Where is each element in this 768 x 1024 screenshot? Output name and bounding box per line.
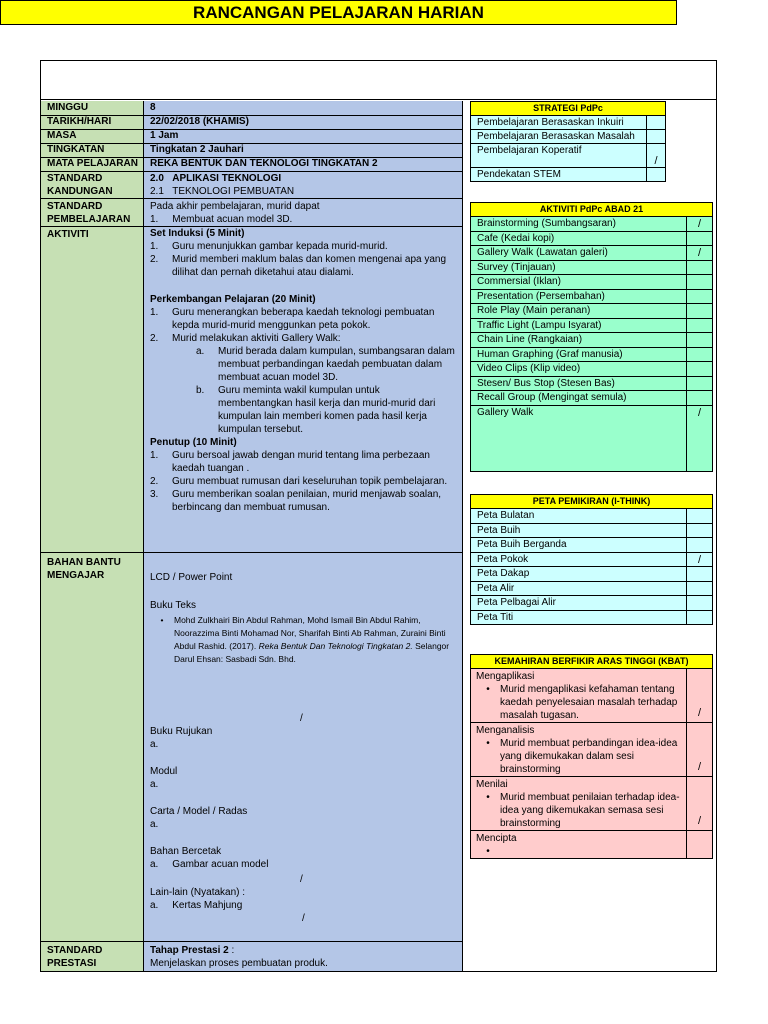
field-value: REKA BENTUK DAN TEKNOLOGI TINGKATAN 2: [150, 158, 378, 169]
bahan-slash-2: /: [300, 874, 303, 885]
kbat-item: [476, 791, 682, 830]
tick-mark: /: [697, 707, 702, 719]
col-divider: [686, 377, 687, 392]
ithink-row: Peta Pokok: [470, 553, 713, 568]
list-number: 2.: [150, 254, 159, 265]
col-divider: [686, 348, 687, 363]
kbat-text: [476, 832, 682, 858]
kbat-title: Mengaplikasi: [476, 671, 535, 682]
tick-mark: /: [697, 247, 702, 259]
field-value: 22/02/2018 (KHAMIS): [150, 116, 249, 127]
aktiviti21-row: Stesen/ Bus Stop (Stesen Bas): [470, 377, 713, 392]
ithink-row: Peta Buih: [470, 524, 713, 539]
page-title: RANCANGAN PELAJARAN HARIAN: [0, 0, 677, 25]
aktiviti21-row: Presentation (Persembahan): [470, 290, 713, 305]
kbat-bullet: •: [486, 684, 490, 695]
buku-teks-heading: Buku Teks: [150, 600, 196, 611]
kbat-item-text: Murid membuat perbandingan idea-idea yang dikemukakan dalam sesi brainstorming: [500, 738, 678, 775]
divider: [41, 129, 463, 130]
aktiviti21-row: Role Play (Main peranan): [470, 304, 713, 319]
tick-mark: /: [697, 218, 702, 230]
col-divider: [646, 116, 647, 130]
col-divider: [686, 524, 687, 539]
citation-bullet: •: [160, 615, 164, 625]
list-number: 1.: [150, 307, 159, 318]
col-divider: [686, 582, 687, 597]
ithink-row: Peta Dakap: [470, 567, 713, 582]
col-divider: [686, 831, 687, 859]
tick-mark: /: [697, 761, 702, 773]
kbat-text: [476, 670, 682, 722]
list-number: 1.: [150, 450, 159, 461]
list-text: Guru memberikan soalan penilaian, murid menjawab soalan, berbincang dan membuat rumusan.: [172, 489, 442, 513]
aktiviti21-row: Gallery Walk (Lawatan galeri): [470, 246, 713, 261]
col-divider: [686, 304, 687, 319]
ithink-row: Peta Titi: [470, 611, 713, 626]
list-item: [150, 384, 456, 436]
perkembangan-heading: Perkembangan Pelajaran (20 Minit): [150, 294, 316, 305]
list-text: Guru bersoal jawab dengan murid tentang lima perbezaan kaedah tuangan .: [172, 450, 430, 474]
aktiviti21-row: Chain Line (Rangkaian): [470, 333, 713, 348]
kbat-item: [476, 683, 682, 722]
standard-kandungan-label: STANDARD KANDUNGAN: [47, 173, 113, 197]
list-item: [150, 306, 456, 332]
panel-header: STRATEGI PdPc: [470, 101, 666, 116]
col-divider: [686, 538, 687, 553]
perkembangan-sublist: [150, 345, 456, 436]
kbat-text: [476, 778, 682, 830]
strategi-row: Pendekatan STEM: [470, 168, 666, 182]
kbat-title: Menganalisis: [476, 725, 535, 736]
kbat-bullet: •: [486, 846, 490, 857]
list-number: a.: [196, 346, 205, 357]
set-induksi-heading: Set Induksi (5 Minit): [150, 228, 245, 239]
field-label: TARIKH/HARI: [47, 116, 112, 127]
panel-header: PETA PEMIKIRAN (I-THINK): [470, 494, 713, 509]
col-divider: [686, 275, 687, 290]
strategi-row: Pembelajaran Koperatif: [470, 144, 666, 168]
aktiviti21-row: Recall Group (Mengingat semula): [470, 391, 713, 406]
standard-prestasi-value: Tahap Prestasi 2 : Menjelaskan proses pembuatan produk.: [150, 945, 328, 969]
ithink-row: Peta Bulatan: [470, 509, 713, 524]
kbat-item: [476, 737, 682, 776]
field-label: MASA: [47, 130, 77, 141]
list-text: Murid melakukan aktiviti Gallery Walk:: [172, 333, 341, 344]
aktiviti21-row: Brainstorming (Sumbangsaran): [470, 217, 713, 232]
bahan-label: BAHAN BANTU MENGAJAR: [47, 557, 121, 581]
col-divider: [686, 567, 687, 582]
list-text: Guru membuat rumusan dari keseluruhan topik pembelajaran.: [172, 476, 448, 487]
strategi-row: Pembelajaran Berasaskan Inkuiri: [470, 116, 666, 130]
kbat-bullet: •: [486, 738, 490, 749]
panel-header: AKTIVITI PdPc ABAD 21: [470, 202, 713, 217]
col-divider: [646, 130, 647, 144]
aktiviti21-row: Commersial (Iklan): [470, 275, 713, 290]
bahan-content-3: Lain-lain (Nyatakan) : a. Kertas Mahjung: [150, 887, 246, 911]
standard-pembelajaran-value: Pada akhir pembelajaran, murid dapat 1. Membuat acuan model 3D.: [150, 201, 320, 225]
kbat-text: [476, 724, 682, 776]
list-number: 1.: [150, 241, 159, 252]
ithink-row: Peta Buih Berganda: [470, 538, 713, 553]
bahan-slash-1: /: [300, 713, 303, 724]
standard-kandungan-value: 2.0 APLIKASI TEKNOLOGI 2.1 TEKNOLOGI PEMBUATAN: [150, 173, 295, 197]
standard-pembelajaran-label: STANDARD PEMBELAJARAN: [47, 201, 131, 225]
list-text: Guru menerangkan beberapa kaedah teknologi pembuatan kepda murid-murid menggunkan peta pokok.: [172, 307, 435, 331]
col-divider: [686, 319, 687, 334]
field-label: TINGKATAN: [47, 144, 105, 155]
kbat-title: Menilai: [476, 779, 508, 790]
aktiviti21-row: Cafe (Kedai kopi): [470, 232, 713, 247]
list-item: [150, 240, 456, 253]
aktiviti21-row: Human Graphing (Graf manusia): [470, 348, 713, 363]
kbat-item-text: Murid membuat penilaian terhadap idea-idea yang dikemukakan semasa sesi brainstorming: [500, 792, 680, 829]
bahan-content-2: Buku Rujukan a. Modul a. Carta / Model / Radas a. Bahan Bercetak a. Gambar acuan model: [150, 726, 269, 870]
aktiviti21-row: Video Clips (Klip video): [470, 362, 713, 377]
aktiviti21-row: Gallery Walk: [470, 406, 713, 472]
induksi-list: [150, 240, 456, 279]
ithink-row: Peta Pelbagai Alir: [470, 596, 713, 611]
divider: [41, 941, 463, 942]
list-text: Murid berada dalam kumpulan, sumbangsaran dalam membuat perbandingan kaedah pembuatan dalam membuat acuan model 3D.: [218, 346, 455, 383]
field-label: MATA PELAJARAN: [47, 158, 138, 169]
blank-row: [40, 84, 717, 100]
aktiviti-label: AKTIVITI: [47, 229, 89, 240]
col-divider: [686, 333, 687, 348]
col-divider: [646, 168, 647, 182]
bahan-slash-3: /: [302, 913, 305, 924]
panel-header: KEMAHIRAN BERFIKIR ARAS TINGGI (KBAT): [470, 654, 713, 669]
standard-prestasi-label: STANDARD PRESTASI: [47, 945, 103, 969]
list-text: Murid memberi maklum balas dan komen mengenai apa yang dilihat dan pernah diketahui atau dialami.: [172, 254, 447, 278]
ithink-row: Peta Alir: [470, 582, 713, 597]
tick-mark: /: [697, 815, 702, 827]
list-item: [150, 475, 456, 488]
penutup-list: [150, 449, 456, 514]
field-value: Tingkatan 2 Jauhari: [150, 144, 244, 155]
kbat-bullet: •: [486, 792, 490, 803]
col-divider: [686, 290, 687, 305]
list-text: Guru menunjukkan gambar kepada murid-murid.: [172, 241, 388, 252]
list-item: [150, 253, 456, 279]
lcd-text: LCD / Power Point: [150, 572, 233, 583]
list-number: 3.: [150, 489, 159, 500]
aktiviti-content: [150, 227, 456, 514]
field-value: 8: [150, 102, 156, 113]
aktiviti21-row: Survey (Tinjauan): [470, 261, 713, 276]
field-value: 1 Jam: [150, 130, 179, 141]
strategi-row: Pembelajaran Berasaskan Masalah: [470, 130, 666, 144]
kbat-item-text: [500, 845, 682, 858]
list-item: [150, 488, 456, 514]
divider: [41, 198, 463, 199]
tick-mark: /: [654, 155, 658, 167]
col-divider: [686, 611, 687, 626]
col-divider: [686, 261, 687, 276]
col-divider: [686, 232, 687, 247]
tick-mark: /: [697, 406, 702, 419]
perkembangan-list: [150, 306, 456, 345]
tick-mark: /: [697, 553, 702, 566]
aktiviti21-row: Traffic Light (Lampu Isyarat): [470, 319, 713, 334]
kbat-item: [476, 845, 682, 858]
kbat-title: Mencipta: [476, 833, 517, 844]
col-divider: [686, 509, 687, 524]
col-divider: [686, 391, 687, 406]
penutup-heading: Penutup (10 Minit): [150, 437, 237, 448]
list-number: b.: [196, 385, 205, 396]
list-item: [150, 332, 456, 345]
list-number: 2.: [150, 333, 159, 344]
col-divider: [686, 362, 687, 377]
citation: • Mohd Zulkhairi Bin Abdul Rahman, Mohd Ismail Bin Abdul Rahim, Noorazzima Binti Mohamad Nor, Sharifah Binti Ab Rahman, Zuraini Binti Abdul Rashid. (2017). Reka Bentuk Dan Teknologi Tingkatan 2. Selangor Darul Ehsan: Sasbadi Sdn. Bhd.: [150, 614, 456, 666]
kbat-item-text: Murid mengaplikasi kefahaman tentang kaedah penyelesaian masalah terhadap masalah tugasan.: [500, 684, 678, 721]
list-text: Guru meminta wakil kumpulan untuk membentangkan hasil kerja dan murid-murid dari kumpulan lain memberi komen pada hasil kerja kumpulan tersebut.: [218, 385, 436, 435]
divider: [41, 552, 463, 553]
list-number: 2.: [150, 476, 159, 487]
col-divider: [686, 596, 687, 611]
list-item: [150, 345, 456, 384]
field-label: MINGGU: [47, 102, 89, 113]
list-item: [150, 449, 456, 475]
bahan-content: [150, 571, 456, 666]
